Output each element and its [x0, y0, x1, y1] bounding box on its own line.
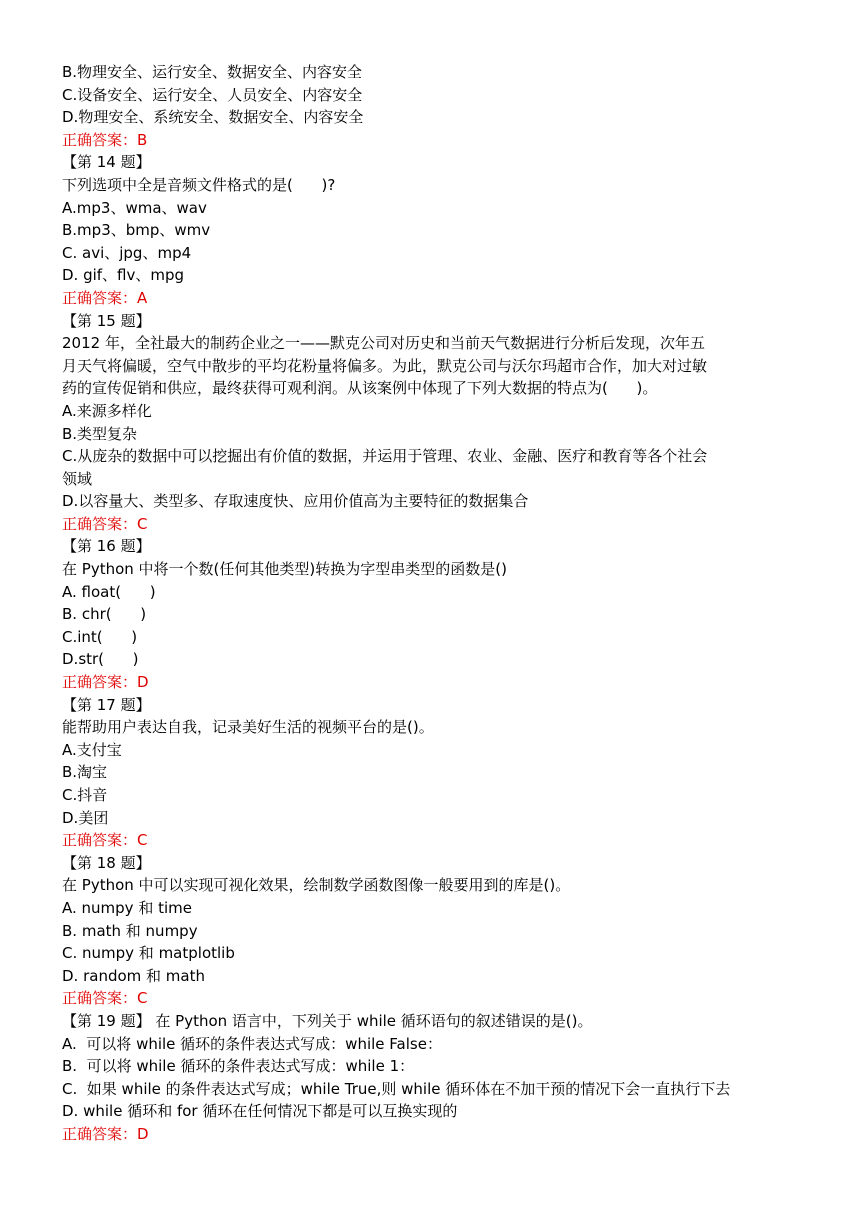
option: A.支付宝 — [62, 740, 122, 759]
option: D. random 和 math — [62, 966, 205, 985]
option: D.美团 — [62, 808, 109, 827]
document-content — [62, 61, 802, 1146]
option: A.mp3、wma、wav — [62, 198, 207, 217]
question-stem: 月天气将偏暖，空气中散步的平均花粉量将偏多。为此，默克公司与沃尔玛超市合作，加大对过敏 — [62, 356, 708, 375]
option: A.来源多样化 — [62, 401, 152, 420]
option: C.从庞杂的数据中可以挖掘出有价值的数据，并运用于管理、农业、金融、医疗和教育等各个社会 — [62, 447, 708, 466]
question-14 — [62, 151, 802, 309]
question-header: 【第 18 题】 — [62, 853, 151, 872]
question-header: 【第 17 题】 — [62, 695, 151, 714]
answer: 正确答案：C — [62, 831, 148, 850]
question-19 — [62, 1010, 802, 1146]
option: A. float( ) — [62, 582, 156, 601]
question-stem: 【第 19 题】 在 Python 语言中，下列关于 while 循环语句的叙述错误的是()。 — [62, 1011, 593, 1030]
option: C.设备安全、运行安全、人员安全、内容安全 — [62, 85, 363, 104]
option: D. gif、flv、mpg — [62, 266, 185, 285]
answer: 正确答案：D — [62, 1124, 149, 1143]
answer: 正确答案：D — [62, 673, 149, 692]
answer: 正确答案：C — [62, 989, 148, 1008]
option: B.mp3、bmp、wmv — [62, 221, 211, 240]
question-header: 【第 15 题】 — [62, 311, 151, 330]
answer: 正确答案：A — [62, 288, 148, 307]
question-header: 【第 16 题】 — [62, 537, 151, 556]
option: 领域 — [62, 469, 93, 488]
option: D.str( ) — [62, 650, 139, 669]
option: B. math 和 numpy — [62, 921, 198, 940]
option: D.物理安全、系统安全、数据安全、内容安全 — [62, 108, 364, 127]
option: C.int( ) — [62, 627, 138, 646]
option: C. avi、jpg、mp4 — [62, 243, 192, 262]
question-stem: 药的宣传促销和供应，最终获得可观利润。从该案例中体现了下列大数据的特点为( )。 — [62, 379, 658, 398]
option: B.类型复杂 — [62, 424, 138, 443]
question-18 — [62, 852, 802, 1010]
question-header: 【第 14 题】 — [62, 153, 151, 172]
question-stem: 在 Python 中将一个数(任何其他类型)转换为字型串类型的函数是() — [62, 560, 507, 579]
option: C. 如果 while 的条件表达式写成；while True,则 while 循环体在不加干预的情况下会一直执行下去 — [62, 1079, 731, 1098]
option: D. while 循环和 for 循环在任何情况下都是可以互换实现的 — [62, 1102, 458, 1121]
question-stem: 能帮助用户表达自我，记录美好生活的视频平台的是()。 — [62, 718, 434, 737]
option: D.以容量大、类型多、存取速度快、应用价值高为主要特征的数据集合 — [62, 492, 529, 511]
answer: 正确答案：C — [62, 514, 148, 533]
option: B.物理安全、运行安全、数据安全、内容安全 — [62, 63, 363, 81]
question-16 — [62, 535, 802, 693]
question-15 — [62, 310, 802, 536]
option: B.淘宝 — [62, 763, 108, 782]
option: C.抖音 — [62, 786, 108, 804]
option: C. numpy 和 matplotlib — [62, 944, 235, 963]
prev-question — [62, 61, 802, 151]
answer: 正确答案：B — [62, 130, 148, 149]
question-stem: 在 Python 中可以实现可视化效果，绘制数学函数图像一般要用到的库是()。 — [62, 876, 571, 895]
option: A. 可以将 while 循环的条件表达式写成：while False： — [62, 1034, 442, 1053]
option: B. 可以将 while 循环的条件表达式写成：while 1： — [62, 1057, 415, 1076]
question-stem: 2012 年，全社最大的制药企业之一——默克公司对历史和当前天气数据进行分析后发现，次年五 — [62, 334, 705, 353]
option: B. chr( ) — [62, 605, 147, 624]
question-17 — [62, 694, 802, 852]
question-stem: 下列选项中全是音频文件格式的是( )? — [62, 175, 336, 194]
option: A. numpy 和 time — [62, 898, 192, 917]
